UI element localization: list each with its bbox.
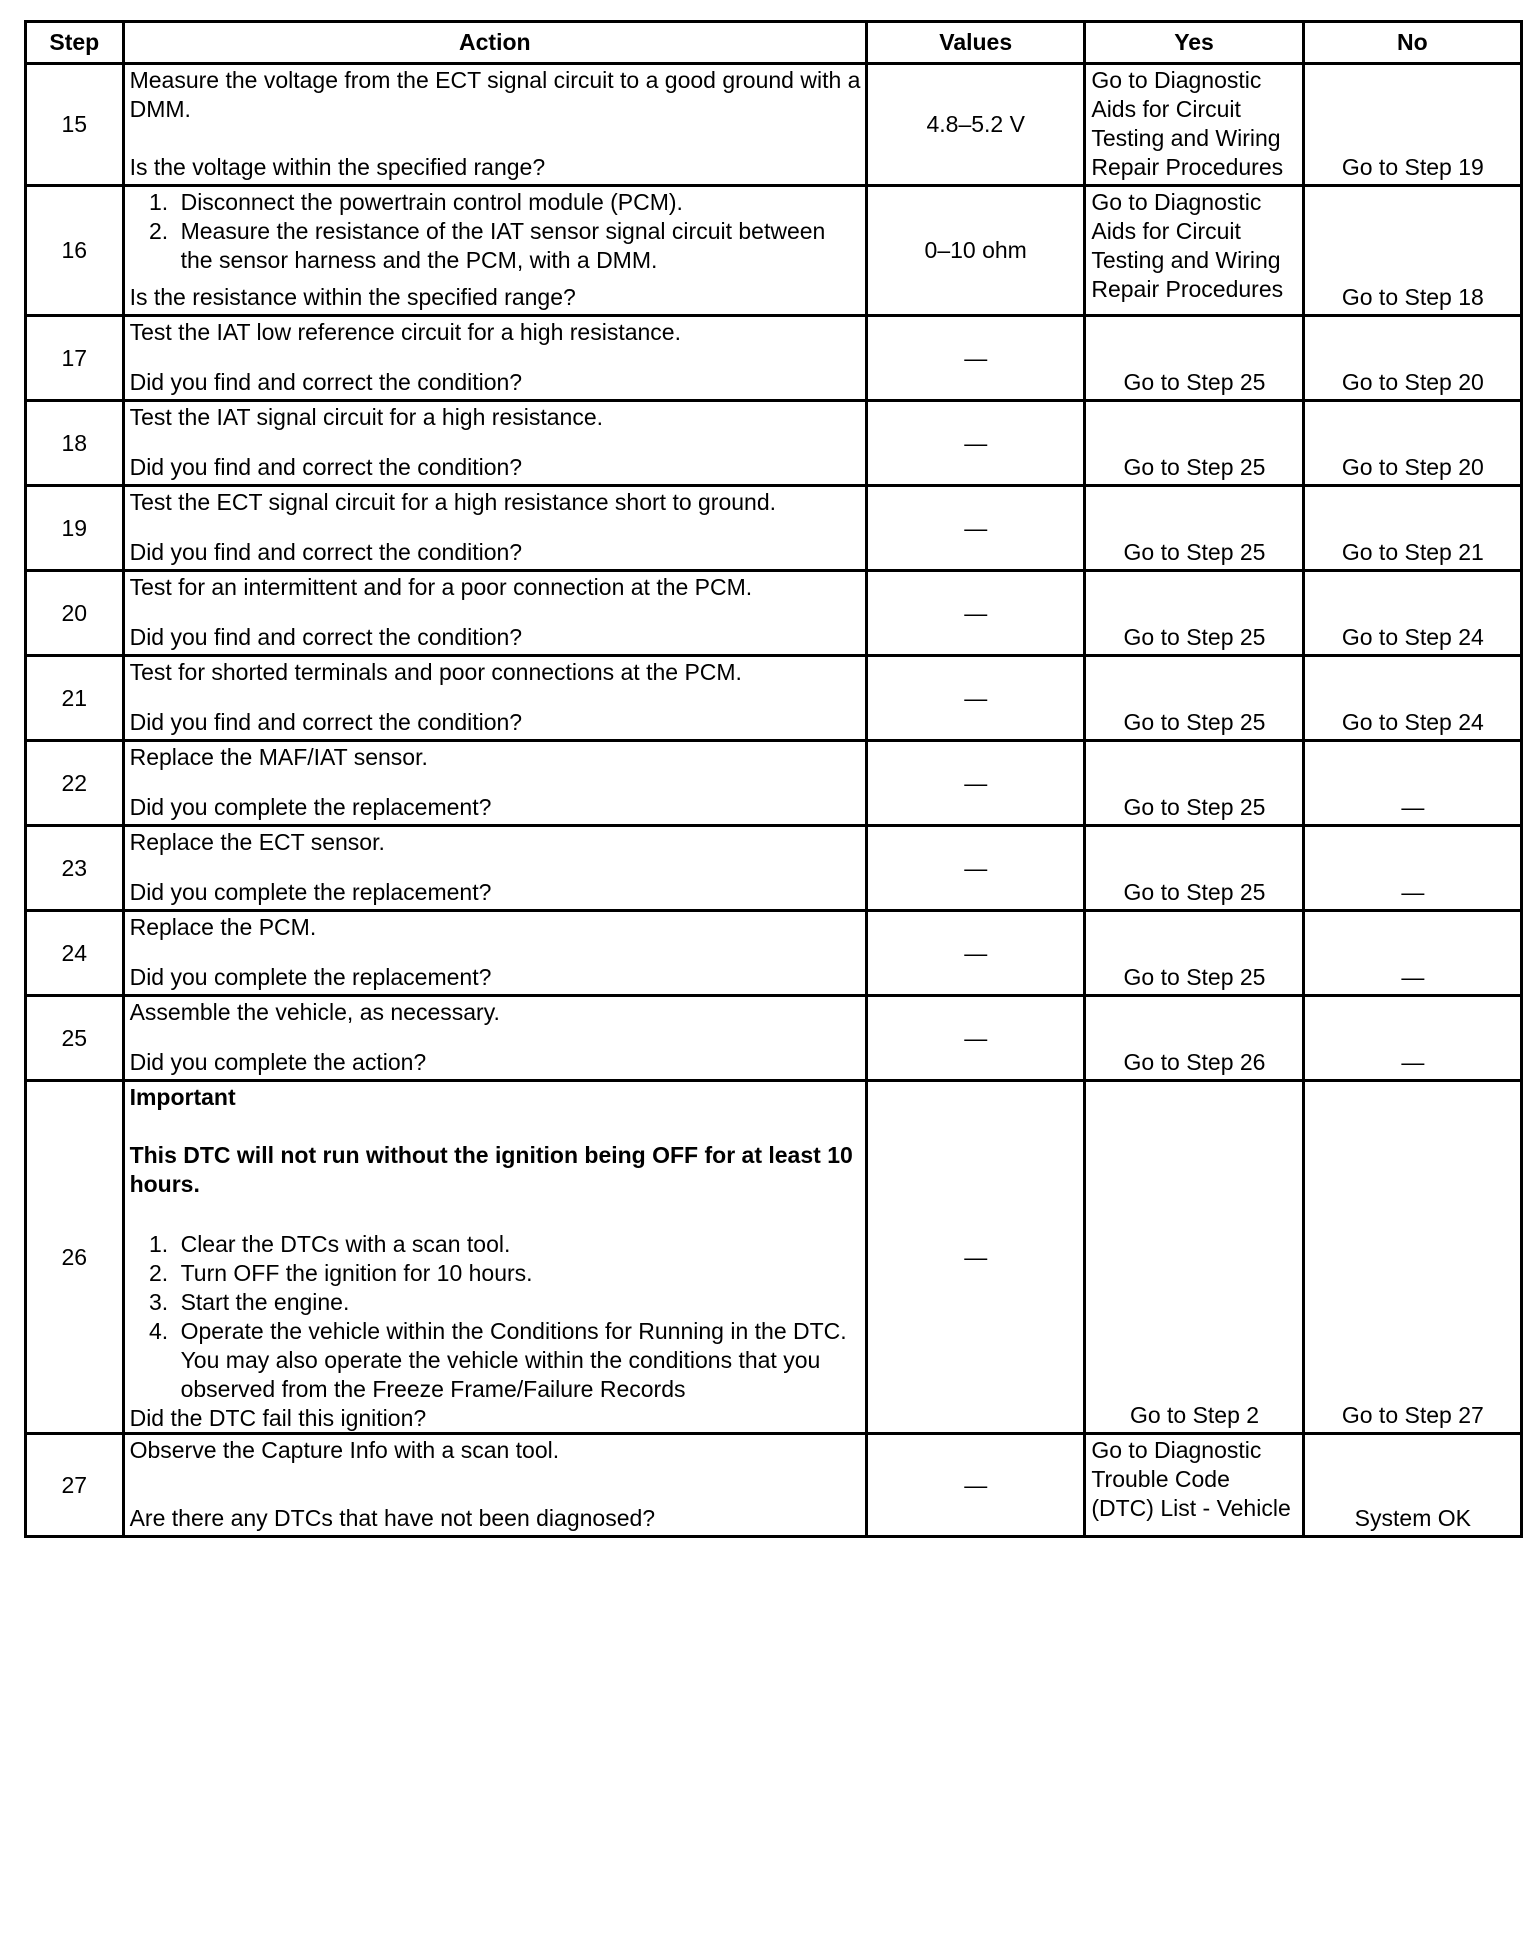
no-content (1305, 827, 1520, 909)
no-content (1305, 402, 1520, 484)
yes-cell (1085, 316, 1303, 401)
no-cell (1303, 486, 1521, 571)
step-cell: 26 (26, 1081, 124, 1434)
action-content (125, 572, 865, 654)
action-content (125, 912, 865, 994)
yes-result: Go to Step 25 (1123, 539, 1266, 565)
action-cell (123, 186, 866, 316)
yes-result: Go to Diagnostic Aids for Circuit Testing and Wiring Repair Procedures (1091, 67, 1284, 180)
action-question: Did you find and correct the condition? (129, 454, 523, 480)
action-instructions (130, 743, 861, 772)
no-cell (1303, 656, 1521, 741)
step-cell: 24 (26, 911, 124, 996)
diagnostic-table (24, 20, 1523, 1538)
no-result: Go to Step 20 (1341, 369, 1484, 395)
yes-content (1086, 657, 1301, 739)
action-question: Did you complete the replacement? (129, 964, 492, 990)
yes-content (1086, 997, 1301, 1079)
value-cell: — (867, 316, 1085, 401)
no-result: Go to Step 19 (1341, 154, 1484, 180)
table-row (26, 1081, 1522, 1434)
yes-cell (1085, 656, 1303, 741)
value-cell: — (867, 571, 1085, 656)
step-cell: 16 (26, 186, 124, 316)
yes-result: Go to Step 25 (1123, 709, 1266, 735)
step-cell: 17 (26, 316, 124, 401)
no-result: System OK (1354, 1505, 1471, 1531)
no-cell (1303, 571, 1521, 656)
header-values: Values (867, 22, 1085, 64)
action-cell (123, 656, 866, 741)
yes-cell (1085, 64, 1303, 186)
procedure-step: 2. Measure the resistance of the IAT sensor signal circuit between the sensor harness and the PCM, with a DMM. (175, 217, 861, 275)
yes-content (1086, 1082, 1301, 1432)
no-result: Go to Step 18 (1341, 284, 1484, 310)
action-cell (123, 316, 866, 401)
no-result: Go to Step 21 (1341, 539, 1484, 565)
yes-content (1086, 187, 1301, 314)
action-text: Observe the Capture Info with a scan tool. (129, 1437, 560, 1463)
action-question: Did you find and correct the condition? (129, 624, 523, 650)
value-cell: — (867, 401, 1085, 486)
action-content (125, 827, 865, 909)
action-instructions (130, 1083, 861, 1404)
yes-cell (1085, 1434, 1303, 1537)
action-cell (123, 911, 866, 996)
yes-result: Go to Step 25 (1123, 794, 1266, 820)
step-cell: 19 (26, 486, 124, 571)
yes-result: Go to Step 25 (1123, 369, 1266, 395)
header-step: Step (26, 22, 124, 64)
action-content (125, 317, 865, 399)
no-cell (1303, 1434, 1521, 1537)
no-cell (1303, 186, 1521, 316)
table-row (26, 186, 1522, 316)
action-text: Test for an intermittent and for a poor connection at the PCM. (129, 574, 753, 600)
no-content (1305, 572, 1520, 654)
action-cell (123, 401, 866, 486)
action-text: Test for shorted terminals and poor connections at the PCM. (129, 659, 742, 685)
table-row (26, 826, 1522, 911)
yes-content (1086, 487, 1301, 569)
yes-cell (1085, 486, 1303, 571)
action-text: Test the IAT signal circuit for a high resistance. (129, 404, 603, 430)
action-instructions (130, 66, 861, 124)
action-question: Did the DTC fail this ignition? (129, 1405, 427, 1431)
action-question: Did you find and correct the condition? (129, 369, 523, 395)
action-cell (123, 826, 866, 911)
yes-cell (1085, 911, 1303, 996)
yes-cell (1085, 186, 1303, 316)
action-cell (123, 571, 866, 656)
header-action: Action (123, 22, 866, 64)
action-cell (123, 486, 866, 571)
table-row (26, 656, 1522, 741)
action-content (125, 997, 865, 1079)
value-cell: — (867, 826, 1085, 911)
yes-result: Go to Step 25 (1123, 624, 1266, 650)
header-no: No (1303, 22, 1521, 64)
table-row (26, 741, 1522, 826)
action-cell (123, 1434, 866, 1537)
procedure-step: 2. Turn OFF the ignition for 10 hours. (175, 1259, 861, 1288)
no-content (1305, 1082, 1520, 1432)
action-question: Did you find and correct the condition? (129, 539, 523, 565)
yes-result: Go to Step 26 (1123, 1049, 1266, 1075)
action-instructions (130, 1436, 861, 1465)
yes-content (1086, 65, 1301, 184)
no-result: Go to Step 20 (1341, 454, 1484, 480)
yes-content (1086, 827, 1301, 909)
header-yes: Yes (1085, 22, 1303, 64)
yes-result: Go to Diagnostic Trouble Code (DTC) List - Vehicle (1091, 1437, 1291, 1521)
step-cell: 21 (26, 656, 124, 741)
procedure-step: 4. Operate the vehicle within the Conditions for Running in the DTC. You may also operate the vehicle within the conditions that you observed from the Freeze Frame/Failure Records (175, 1317, 861, 1404)
yes-content (1086, 742, 1301, 824)
action-question: Did you complete the replacement? (129, 879, 492, 905)
step-cell: 15 (26, 64, 124, 186)
action-text: Replace the PCM. (129, 914, 317, 940)
action-text: Replace the ECT sensor. (129, 829, 385, 855)
no-content (1305, 657, 1520, 739)
step-cell: 18 (26, 401, 124, 486)
no-cell (1303, 826, 1521, 911)
procedure-list (130, 188, 861, 275)
step-cell: 27 (26, 1434, 124, 1537)
no-cell (1303, 996, 1521, 1081)
table-row (26, 1434, 1522, 1537)
no-content (1305, 912, 1520, 994)
header-row (26, 22, 1522, 64)
value-cell: 4.8–5.2 V (867, 64, 1085, 186)
action-question: Are there any DTCs that have not been diagnosed? (129, 1505, 656, 1531)
step-cell: 22 (26, 741, 124, 826)
yes-content (1086, 572, 1301, 654)
action-text: Test the ECT signal circuit for a high resistance short to ground. (129, 489, 777, 515)
action-content (125, 1435, 865, 1535)
step-cell: 23 (26, 826, 124, 911)
yes-cell (1085, 401, 1303, 486)
no-result: Go to Step 27 (1341, 1402, 1484, 1428)
spacer (130, 1199, 861, 1228)
action-cell (123, 1081, 866, 1434)
no-content (1305, 317, 1520, 399)
value-cell: — (867, 1434, 1085, 1537)
procedure-list (130, 1230, 861, 1404)
action-content (125, 65, 865, 184)
action-cell (123, 64, 866, 186)
action-text: Test the IAT low reference circuit for a high resistance. (129, 319, 681, 345)
action-question: Did you complete the action? (129, 1049, 427, 1075)
no-result: Go to Step 24 (1341, 709, 1484, 735)
procedure-step: 1. Disconnect the powertrain control module (PCM). (175, 188, 861, 217)
action-instructions (130, 188, 861, 275)
yes-content (1086, 317, 1301, 399)
no-result: — (1401, 794, 1425, 820)
action-content (125, 187, 865, 314)
spacer (130, 1112, 861, 1141)
no-cell (1303, 401, 1521, 486)
step-cell: 20 (26, 571, 124, 656)
table-row (26, 64, 1522, 186)
yes-cell (1085, 741, 1303, 826)
value-cell: — (867, 911, 1085, 996)
table-row (26, 316, 1522, 401)
action-question: Is the voltage within the specified range? (129, 154, 546, 180)
no-result: — (1401, 964, 1425, 990)
yes-result: Go to Step 2 (1129, 1402, 1260, 1428)
yes-cell (1085, 1081, 1303, 1434)
action-question: Is the resistance within the specified range? (129, 284, 576, 310)
yes-content (1086, 912, 1301, 994)
no-content (1305, 742, 1520, 824)
procedure-step: 1. Clear the DTCs with a scan tool. (175, 1230, 861, 1259)
action-content (125, 487, 865, 569)
value-cell: — (867, 656, 1085, 741)
action-cell (123, 741, 866, 826)
table-row (26, 911, 1522, 996)
action-instructions (130, 658, 861, 687)
action-instructions (130, 488, 861, 517)
action-text: Assemble the vehicle, as necessary. (129, 999, 500, 1025)
no-result: Go to Step 24 (1341, 624, 1484, 650)
no-content (1305, 65, 1520, 184)
yes-content (1086, 402, 1301, 484)
no-content (1305, 187, 1520, 314)
yes-result: Go to Step 25 (1123, 879, 1266, 905)
value-cell: — (867, 996, 1085, 1081)
yes-cell (1085, 996, 1303, 1081)
action-cell (123, 996, 866, 1081)
yes-result: Go to Diagnostic Aids for Circuit Testing and Wiring Repair Procedures (1091, 189, 1284, 302)
no-cell (1303, 741, 1521, 826)
table-row (26, 996, 1522, 1081)
table-row (26, 401, 1522, 486)
step-cell: 25 (26, 996, 124, 1081)
value-cell: 0–10 ohm (867, 186, 1085, 316)
table-body (26, 64, 1522, 1537)
yes-cell (1085, 826, 1303, 911)
value-cell: — (867, 741, 1085, 826)
action-instructions (130, 998, 861, 1027)
action-question: Did you complete the replacement? (129, 794, 492, 820)
action-content (125, 657, 865, 739)
no-result: — (1401, 1049, 1425, 1075)
action-instructions (130, 913, 861, 942)
procedure-step: 3. Start the engine. (175, 1288, 861, 1317)
action-instructions (130, 403, 861, 432)
action-content (125, 402, 865, 484)
no-cell (1303, 911, 1521, 996)
no-cell (1303, 1081, 1521, 1434)
no-cell (1303, 316, 1521, 401)
value-cell: — (867, 486, 1085, 571)
action-instructions (130, 828, 861, 857)
yes-cell (1085, 571, 1303, 656)
value-cell: — (867, 1081, 1085, 1434)
action-text: Measure the voltage from the ECT signal circuit to a good ground with a DMM. (129, 67, 861, 122)
table-row (26, 571, 1522, 656)
table-row (26, 486, 1522, 571)
action-instructions (130, 318, 861, 347)
no-content (1305, 487, 1520, 569)
no-result: — (1401, 879, 1425, 905)
important-text: This DTC will not run without the ignition being OFF for at least 10 hours. (129, 1142, 853, 1197)
action-question: Did you find and correct the condition? (129, 709, 523, 735)
yes-result: Go to Step 25 (1123, 454, 1266, 480)
important-label: Important (129, 1084, 236, 1110)
action-content (125, 1082, 865, 1432)
action-instructions (130, 573, 861, 602)
no-cell (1303, 64, 1521, 186)
action-content (125, 742, 865, 824)
no-content (1305, 997, 1520, 1079)
no-content (1305, 1435, 1520, 1535)
yes-result: Go to Step 25 (1123, 964, 1266, 990)
yes-content (1086, 1435, 1301, 1535)
action-text: Replace the MAF/IAT sensor. (129, 744, 428, 770)
